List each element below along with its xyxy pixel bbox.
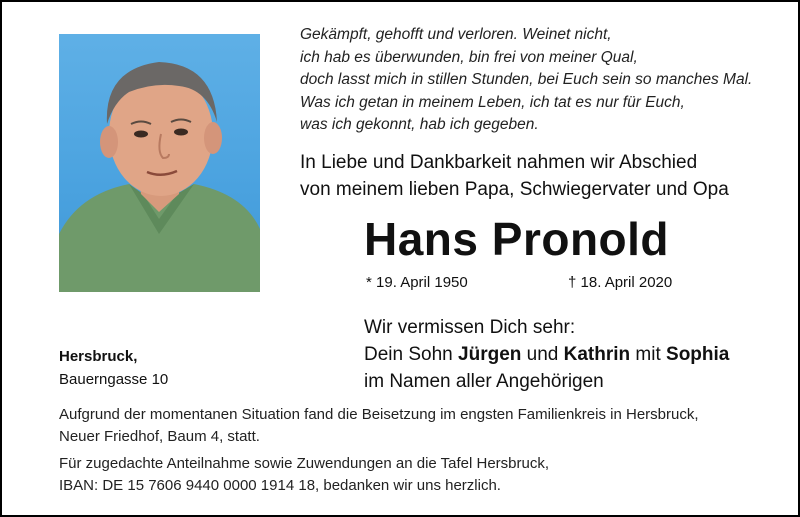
notice-line-2: Neuer Friedhof, Baum 4, statt. bbox=[59, 427, 260, 445]
conjunction-and: und bbox=[521, 344, 564, 365]
poem-line: Gekämpft, gehofft und verloren. Weinet nicht, bbox=[300, 26, 612, 43]
poem-line: was ich gekonnt, hab ich gegeben. bbox=[300, 116, 539, 134]
address-block bbox=[59, 345, 168, 391]
funeral-notice bbox=[59, 404, 699, 496]
memorial-poem bbox=[300, 24, 752, 137]
birth-date: * 19. April 1950 bbox=[366, 274, 468, 291]
portrait-illustration bbox=[59, 34, 260, 292]
notice-line-3: Für zugedachte Anteilnahme sowie Zuwendungen an die Tafel Hersbruck, bbox=[59, 455, 550, 472]
conjunction-with: mit bbox=[630, 344, 667, 365]
portrait-photo bbox=[59, 34, 260, 292]
poem-line: ich hab es überwunden, bin frei von meiner Qual, bbox=[300, 48, 638, 66]
family-line-3: im Namen aller Angehörigen bbox=[364, 371, 604, 392]
family-line-2 bbox=[364, 341, 729, 368]
address-town: Hersbruck, bbox=[59, 348, 138, 365]
deceased-name: Hans Pronold bbox=[364, 213, 670, 265]
address-street: Bauerngasse 10 bbox=[59, 371, 169, 388]
son-name: Jürgen bbox=[458, 344, 522, 365]
farewell-intro bbox=[300, 149, 729, 203]
intro-line-1: In Liebe und Dankbarkeit nahmen wir Abschied bbox=[300, 152, 698, 173]
notice-line-1: Aufgrund der momentanen Situation fand die Beisetzung im engsten Familienkreis in Hersbruck, bbox=[59, 406, 699, 423]
intro-line-2: von meinem lieben Papa, Schwiegervater und Opa bbox=[300, 179, 729, 200]
daughter-in-law-name: Kathrin bbox=[563, 344, 631, 365]
notice-line-4: IBAN: DE 15 7606 9440 0000 1914 18, bedanken wir uns herzlich. bbox=[59, 476, 501, 494]
family-line-1: Wir vermissen Dich sehr: bbox=[364, 317, 576, 338]
grandchild-name: Sophia bbox=[666, 344, 730, 365]
family-signature bbox=[364, 314, 729, 395]
poem-line: doch lasst mich in stillen Stunden, bei Euch sein so manches Mal. bbox=[300, 71, 753, 89]
poem-line: Was ich getan in meinem Leben, ich tat es nur für Euch, bbox=[300, 93, 685, 111]
family-line-2-prefix: Dein Sohn bbox=[364, 344, 459, 365]
death-date: † 18. April 2020 bbox=[568, 274, 673, 291]
